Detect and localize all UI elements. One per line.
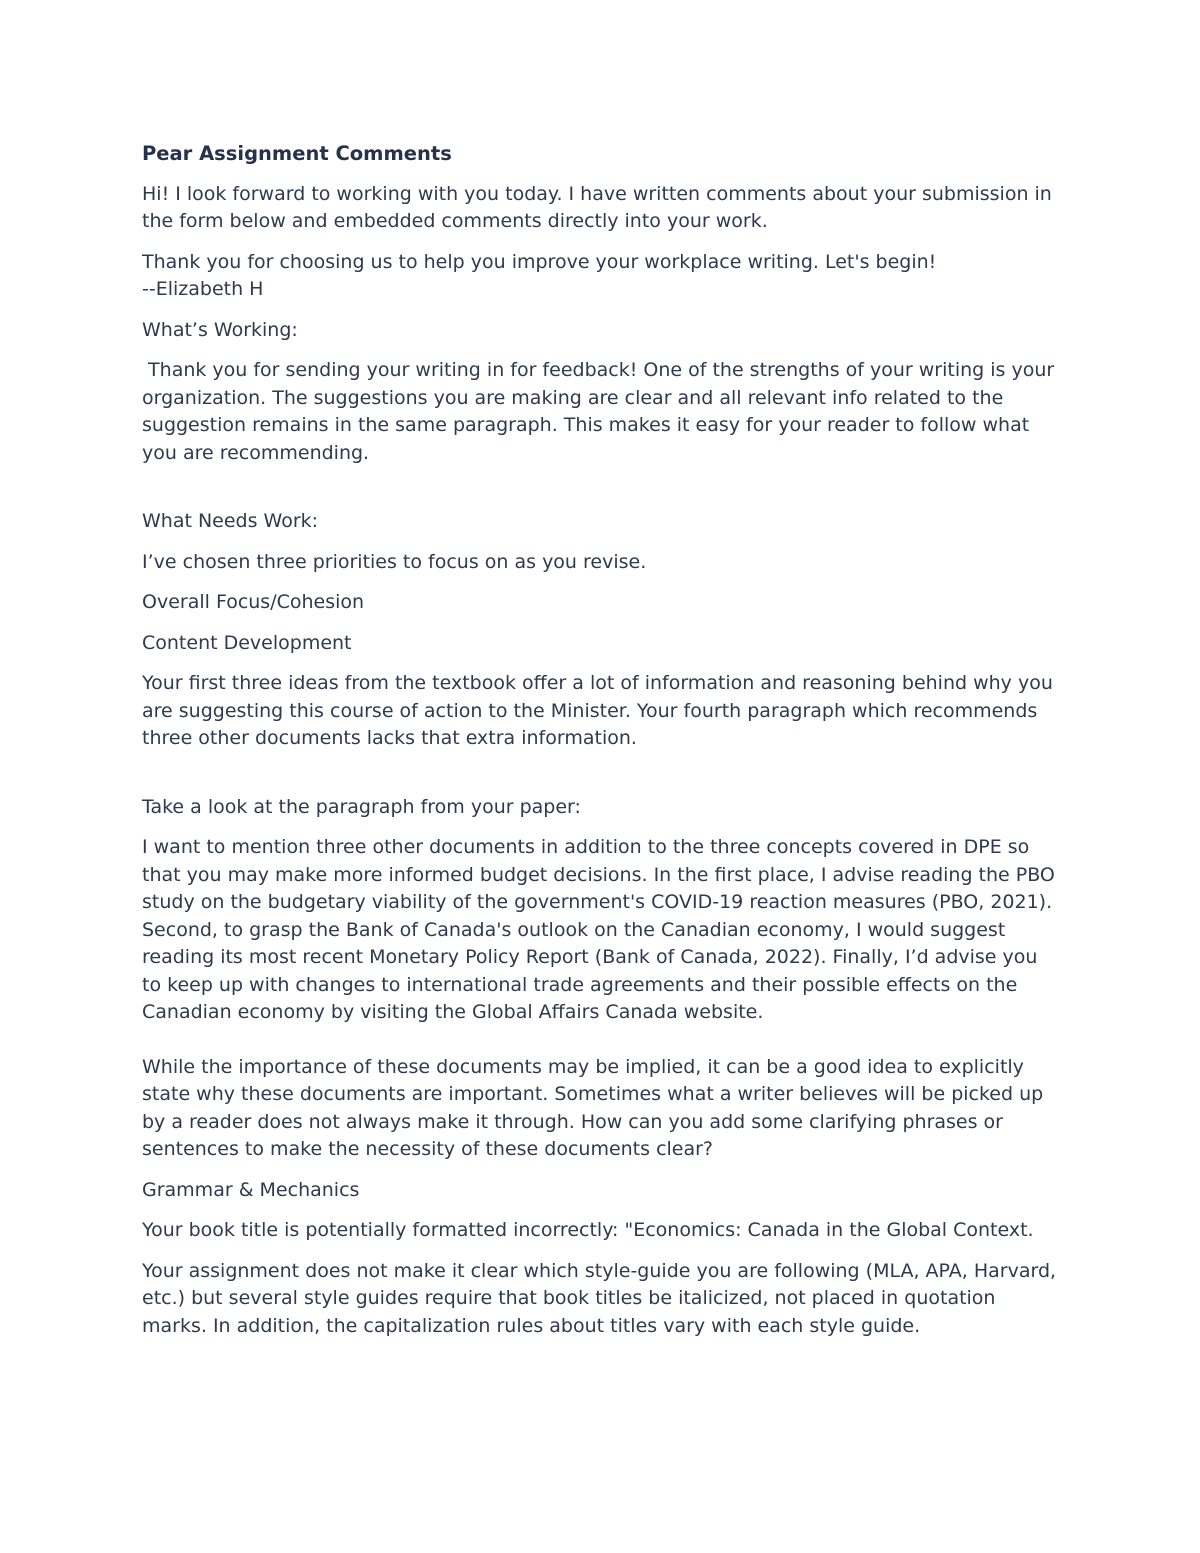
signature: --Elizabeth H	[142, 278, 264, 300]
whats-working-paragraph: Thank you for sending your writing in for feedback! One of the strengths of your writing is your organization. The suggestions you are making are clear and all relevant info related to the suggestion remains in the same paragraph. This makes it easy for your reader to follow what you are recommending.	[142, 359, 1061, 464]
priority-grammar-mechanics: Grammar & Mechanics	[142, 1178, 360, 1201]
style-guide-paragraph: Your assignment does not make it clear which style-guide you are following (MLA, APA, Harvard, etc.) but several style guides require that book titles be italicized, not placed in quotation marks. In addition, the capitalization rules about titles vary with each style guide.	[142, 1259, 1057, 1337]
intro-paragraph: Hi! I look forward to working with you today. I have written comments about your submission in the form below and embedded comments directly into your work.	[142, 182, 1052, 232]
quoted-paragraph: I want to mention three other documents in addition to the three concepts covered in DPE so that you may make more informed budget decisions. In the first place, I advise reading the PBO study on the budgetary viability of the government's COVID-19 reaction measures (PBO, 2021). Second, to grasp the Bank of Canada's outlook on the Canadian economy, I would suggest reading its most recent Monetary Policy Report (Bank of Canada, 2022). Finally, I’d advise you to keep up with changes to international trade agreements and their possible effects on the Canadian economy by visiting the Global Affairs Canada website.	[142, 836, 1055, 1023]
priorities-intro: I’ve chosen three priorities to focus on as you revise.	[142, 550, 647, 573]
priority-focus-cohesion: Overall Focus/Cohesion	[142, 591, 365, 613]
document-title: Pear Assignment Comments	[142, 142, 452, 165]
spacer	[142, 766, 1062, 794]
importance-paragraph: While the importance of these documents may be implied, it can be a good idea to explicitly state why these documents are important. Sometimes what a writer believes will be picked up by a reader does not always make it through. How can you add some clarifying phrases or sentences to make the necessity of these documents clear?	[142, 1055, 1044, 1160]
priority-content-development: Content Development	[142, 631, 352, 654]
book-title-paragraph: Your book title is potentially formatted incorrectly: "Economics: Canada in the Global Context.	[142, 1219, 1034, 1241]
needs-work-heading: What Needs Work:	[142, 510, 319, 532]
document-page	[142, 140, 1062, 1353]
spacer	[142, 480, 1062, 508]
spacer	[142, 1040, 1062, 1054]
paragraph-intro: Take a look at the paragraph from your paper:	[142, 795, 581, 818]
whats-working-heading: What’s Working:	[142, 318, 298, 341]
content-development-paragraph: Your first three ideas from the textbook offer a lot of information and reasoning behind why you are suggesting this course of action to the Minister. Your fourth paragraph which recommends three other documents lacks that extra information.	[142, 672, 1053, 749]
thanks-line: Thank you for choosing us to help you improve your workplace writing. Let's begin!	[142, 250, 937, 273]
